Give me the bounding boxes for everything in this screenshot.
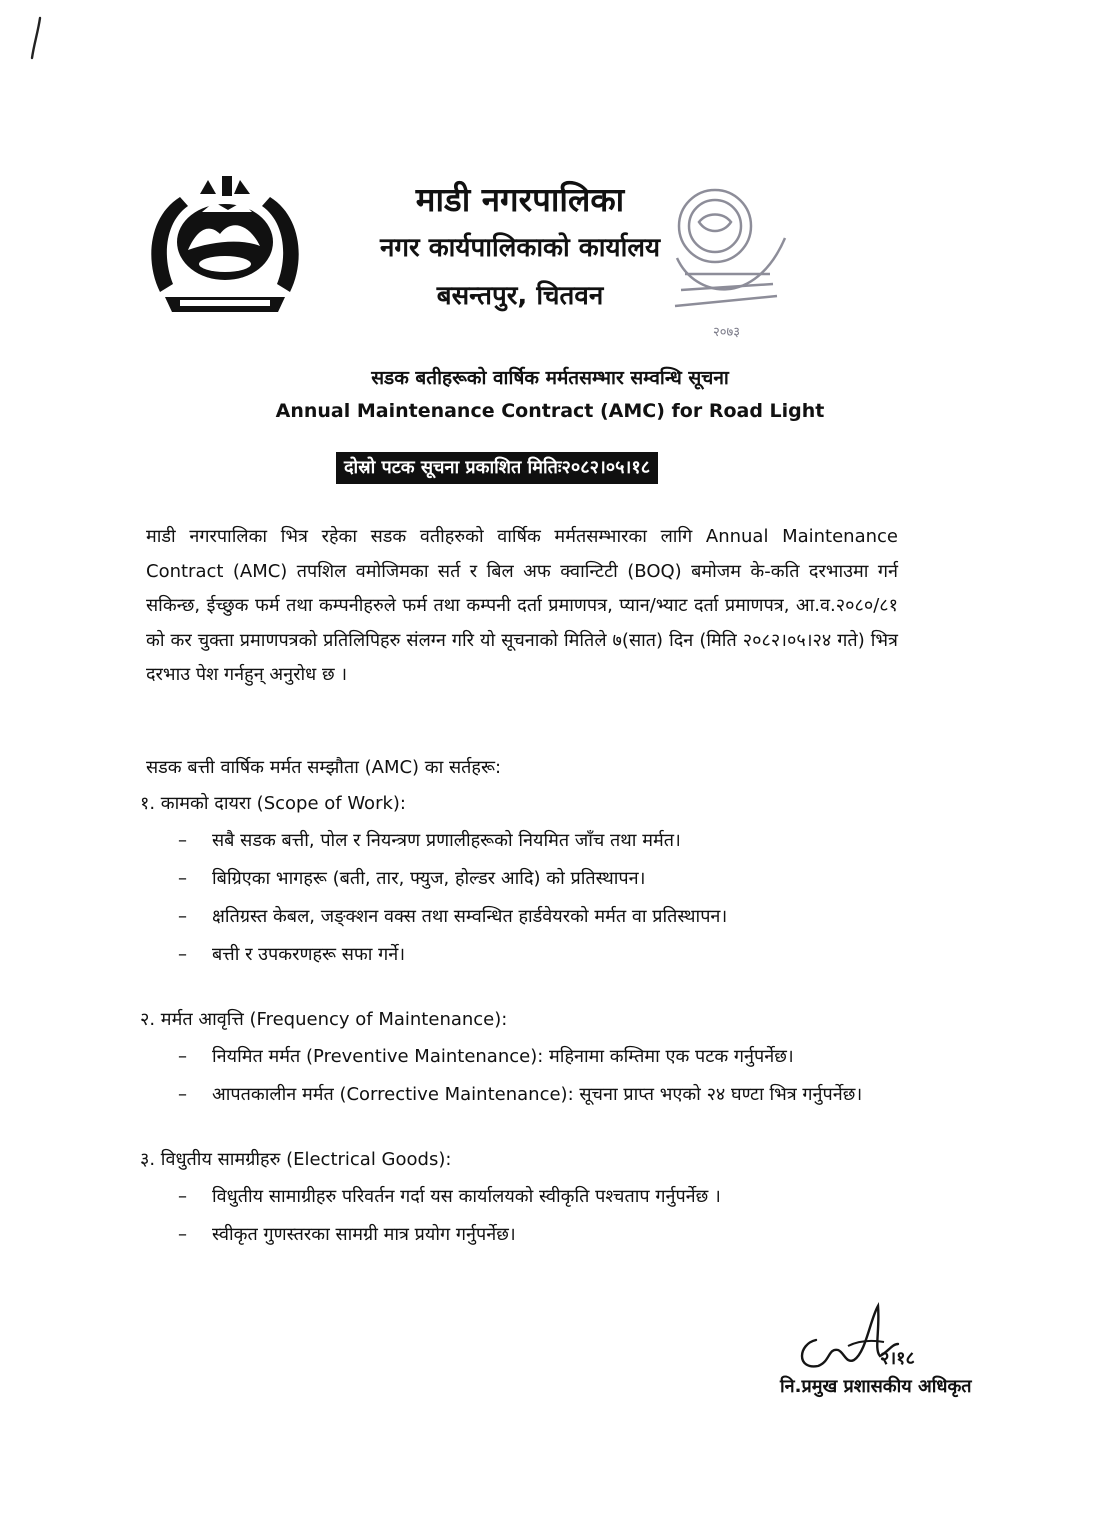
list-item (146, 936, 946, 974)
dash-bullet: – (178, 1046, 187, 1067)
section-title: १. कामको दायरा (Scope of Work): (140, 793, 406, 814)
municipality-name: माडी नगरपालिका (415, 180, 625, 219)
section-electrical-goods (140, 1142, 946, 1254)
dash-bullet: – (178, 868, 187, 889)
government-emblem-icon (140, 172, 310, 322)
list-item (146, 860, 946, 898)
list-item (146, 822, 946, 860)
list-item (146, 1038, 946, 1076)
item-text: विधुतीय सामाग्रीहरु परिवर्तन गर्दा यस कार्यालयको स्वीकृति पश्चताप गर्नुपर्नेछ । (212, 1186, 721, 1207)
handwritten-page-mark (26, 14, 66, 60)
list-item (146, 898, 946, 936)
section-title: ३. विधुतीय सामग्रीहरु (Electrical Goods): (140, 1149, 452, 1170)
list-item (146, 1076, 908, 1114)
dash-bullet: – (178, 906, 187, 927)
subject-nepali: सडक बतीहरूको वार्षिक मर्मतसम्भार सम्वन्धि सूचना (371, 367, 729, 389)
notice-subject (100, 362, 1000, 428)
list-item (146, 1216, 946, 1254)
terms-list (140, 750, 946, 1254)
item-text: बत्ती र उपकरणहरू सफा गर्ने। (212, 944, 406, 965)
item-text: आपतकालीन मर्मत (Corrective Maintenance): सूचना प्राप्त भएको २४ घण्टा भित्र गर्नुपर्नेछ। (212, 1084, 863, 1105)
handwritten-signature (788, 1300, 968, 1380)
section-frequency (140, 1002, 946, 1114)
intro-paragraph: माडी नगरपालिका भित्र रहेका सडक वतीहरुको वार्षिक मर्मतसम्भारका लागि Annual Maintenance Contract (AMC) तपशिल वमोजिमका सर्त र बिल अफ क्वान्टिटी (BOQ) बमोजम के-कति दरभाउमा गर्न सकिन्छ, ईच्छुक फर्म तथा कम्पनीहरुले फर्म तथा कम्पनी दर्ता प्रमाणपत्र, प्यान/भ्याट दर्ता प्रमाणपत्र, आ.व.२०८०/८१ को कर चुक्ता प्रमाणपत्रको प्रतिलिपिहरु संलग्न गरि यो सूचनाको मितिले ७(सात) दिन (मिति २०८२।०५।२४ गते) भित्र दरभाउ पेश गर्नहुन् अनुरोध छ । (146, 526, 898, 685)
office-location: बसन्तपुर, चितवन (436, 281, 604, 311)
seal-year: २०७३ (713, 325, 741, 340)
item-text: सबै सडक बत्ती, पोल र नियन्त्रण प्रणालीहरूको नियमित जाँच तथा मर्मत। (212, 830, 681, 851)
section-title: २. मर्मत आवृत्ति (Frequency of Maintenance): (140, 1009, 508, 1030)
dash-bullet: – (178, 1084, 187, 1105)
letterhead (330, 178, 710, 318)
office-name: नगर कार्यपालिकाको कार्यालय (379, 233, 661, 263)
terms-heading: सडक बत्ती वार्षिक मर्मत सम्झौता (AMC) का सर्तहरू: (146, 757, 502, 778)
list-item (146, 1178, 946, 1216)
dash-bullet: – (178, 830, 187, 851)
subject-english: Annual Maintenance Contract (AMC) for Road Light (275, 400, 825, 422)
signatory-title: नि.प्रमुख प्रशासकीय अधिकृत (780, 1376, 972, 1397)
item-text: स्वीकृत गुणस्तरका सामग्री मात्र प्रयोग गर्नुपर्नेछ। (212, 1224, 516, 1245)
official-seal-stamp (655, 178, 805, 343)
section-scope (140, 786, 946, 974)
dash-bullet: – (178, 1186, 187, 1207)
item-text: नियमित मर्मत (Preventive Maintenance): महिनामा कम्तिमा एक पटक गर्नुपर्नेछ। (212, 1046, 794, 1067)
item-text: बिग्रिएका भागहरू (बती, तार, फ्युज, होल्डर आदि) को प्रतिस्थापन। (212, 868, 646, 889)
dash-bullet: – (178, 944, 187, 965)
notice-date-banner: दोस्रो पटक सूचना प्रकाशित मितिः२०८२।०५।१८ (336, 452, 658, 484)
signature-date: २।१८ (880, 1348, 915, 1369)
dash-bullet: – (178, 1224, 187, 1245)
item-text: क्षतिग्रस्त केबल, जङ्क्शन वक्स तथा सम्वन्धित हार्डवेयरको मर्मत वा प्रतिस्थापन। (212, 906, 728, 927)
